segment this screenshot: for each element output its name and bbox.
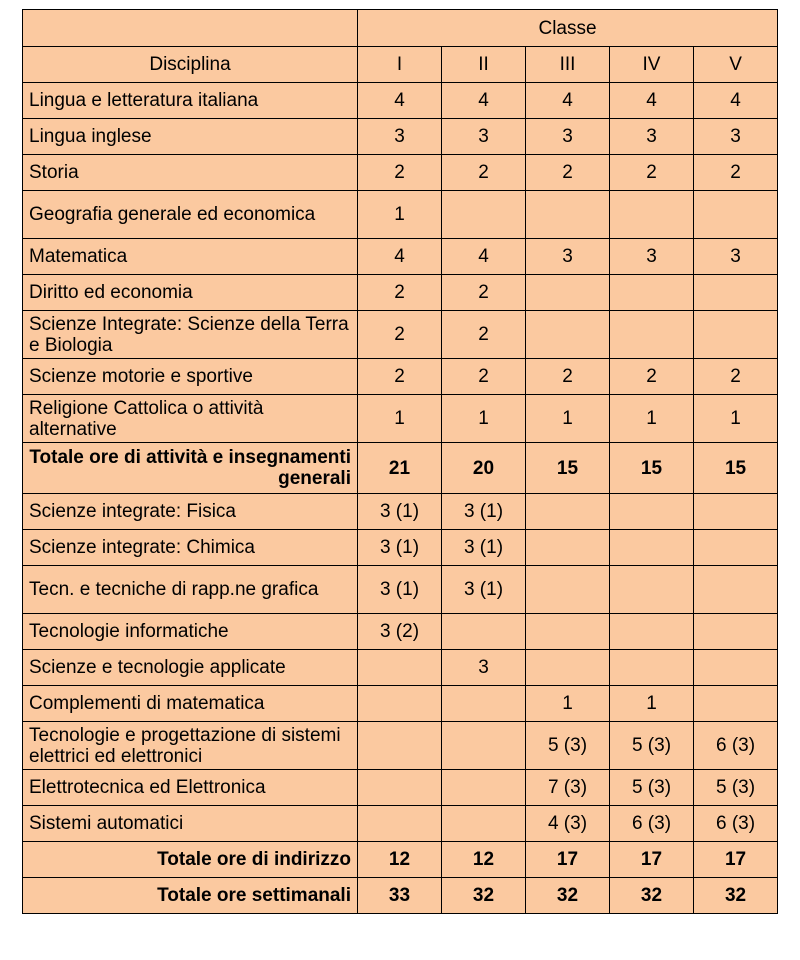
hours-cell-class-4	[610, 566, 694, 614]
hours-cell-class-4: 3	[610, 239, 694, 275]
subject-name: Lingua inglese	[23, 119, 358, 155]
hours-cell-class-3	[526, 494, 610, 530]
hours-cell-class-1: 3	[358, 119, 442, 155]
hours-cell-class-5: 4	[694, 83, 778, 119]
header-class-5: V	[694, 47, 778, 83]
subject-name: Religione Cattolica o attività alternative	[23, 395, 358, 443]
subject-name: Scienze integrate: Fisica	[23, 494, 358, 530]
hours-cell-class-2	[442, 614, 526, 650]
table-row	[23, 530, 778, 566]
subject-name: Scienze motorie e sportive	[23, 359, 358, 395]
hours-cell-class-3	[526, 275, 610, 311]
subject-name: Elettrotecnica ed Elettronica	[23, 770, 358, 806]
table-row	[23, 806, 778, 842]
table-row	[23, 722, 778, 770]
hours-cell-class-4: 1	[610, 686, 694, 722]
hours-cell-class-5	[694, 614, 778, 650]
hours-cell-class-5: 2	[694, 359, 778, 395]
hours-cell-class-3	[526, 191, 610, 239]
hours-cell-class-1: 4	[358, 83, 442, 119]
hours-cell-class-2: 4	[442, 239, 526, 275]
subject-name: Tecn. e tecniche di rapp.ne grafica	[23, 566, 358, 614]
total-row	[23, 878, 778, 914]
header-row-classe	[23, 10, 778, 47]
table-row	[23, 239, 778, 275]
table-row	[23, 275, 778, 311]
header-row-classes	[23, 47, 778, 83]
hours-cell-class-2: 3 (1)	[442, 566, 526, 614]
hours-cell-class-3: 3	[526, 239, 610, 275]
hours-cell-class-2: 3	[442, 650, 526, 686]
hours-cell-class-3	[526, 530, 610, 566]
hours-cell-class-4: 1	[610, 395, 694, 443]
hours-cell-class-1: 2	[358, 275, 442, 311]
table-row	[23, 359, 778, 395]
hours-cell-class-1: 3 (1)	[358, 566, 442, 614]
hours-cell-class-1: 4	[358, 239, 442, 275]
hours-cell-class-2	[442, 806, 526, 842]
subject-name: Lingua e letteratura italiana	[23, 83, 358, 119]
subject-name: Tecnologie e progettazione di sistemi elettrici ed elettronici	[23, 722, 358, 770]
table-row	[23, 566, 778, 614]
hours-cell-class-3: 2	[526, 359, 610, 395]
hours-cell-class-3: 7 (3)	[526, 770, 610, 806]
hours-cell-class-3: 1	[526, 686, 610, 722]
hours-cell-class-2: 3 (1)	[442, 530, 526, 566]
hours-cell-class-1: 12	[358, 842, 442, 878]
hours-cell-class-1	[358, 686, 442, 722]
header-corner-cell	[23, 10, 358, 47]
hours-cell-class-5: 3	[694, 119, 778, 155]
subject-name: Storia	[23, 155, 358, 191]
hours-cell-class-3: 5 (3)	[526, 722, 610, 770]
hours-cell-class-3: 32	[526, 878, 610, 914]
total-label: Totale ore di attività e insegnamenti generali	[23, 443, 358, 494]
hours-cell-class-5	[694, 530, 778, 566]
hours-cell-class-2	[442, 722, 526, 770]
hours-cell-class-3	[526, 614, 610, 650]
hours-cell-class-3	[526, 650, 610, 686]
header-disciplina: Disciplina	[23, 47, 358, 83]
hours-cell-class-3: 15	[526, 443, 610, 494]
subject-name: Complementi di matematica	[23, 686, 358, 722]
hours-cell-class-5: 32	[694, 878, 778, 914]
header-class-4: IV	[610, 47, 694, 83]
subject-name: Scienze integrate: Chimica	[23, 530, 358, 566]
hours-cell-class-2: 20	[442, 443, 526, 494]
hours-cell-class-2: 2	[442, 359, 526, 395]
hours-cell-class-1: 3 (1)	[358, 530, 442, 566]
header-class-2: II	[442, 47, 526, 83]
hours-cell-class-1: 1	[358, 191, 442, 239]
hours-cell-class-2: 2	[442, 275, 526, 311]
hours-cell-class-2: 32	[442, 878, 526, 914]
hours-cell-class-3: 3	[526, 119, 610, 155]
hours-cell-class-5: 17	[694, 842, 778, 878]
table-row	[23, 155, 778, 191]
hours-cell-class-4: 5 (3)	[610, 722, 694, 770]
total-row	[23, 443, 778, 494]
header-class-3: III	[526, 47, 610, 83]
subject-name: Scienze Integrate: Scienze della Terra e Biologia	[23, 311, 358, 359]
hours-cell-class-1: 3 (2)	[358, 614, 442, 650]
hours-cell-class-5	[694, 650, 778, 686]
table-row	[23, 686, 778, 722]
hours-cell-class-5	[694, 191, 778, 239]
hours-cell-class-1: 3 (1)	[358, 494, 442, 530]
hours-cell-class-4: 4	[610, 83, 694, 119]
hours-cell-class-3	[526, 311, 610, 359]
table-row	[23, 191, 778, 239]
hours-cell-class-4: 32	[610, 878, 694, 914]
header-class-1: I	[358, 47, 442, 83]
hours-cell-class-2: 3 (1)	[442, 494, 526, 530]
hours-cell-class-2	[442, 686, 526, 722]
hours-cell-class-1	[358, 722, 442, 770]
total-label: Totale ore di indirizzo	[23, 842, 358, 878]
table-row	[23, 650, 778, 686]
hours-cell-class-5: 1	[694, 395, 778, 443]
hours-cell-class-3: 17	[526, 842, 610, 878]
hours-cell-class-1: 21	[358, 443, 442, 494]
hours-cell-class-3: 2	[526, 155, 610, 191]
hours-cell-class-4	[610, 614, 694, 650]
hours-cell-class-1: 1	[358, 395, 442, 443]
subject-name: Sistemi automatici	[23, 806, 358, 842]
hours-cell-class-3: 4 (3)	[526, 806, 610, 842]
hours-cell-class-4: 2	[610, 359, 694, 395]
table-row	[23, 395, 778, 443]
table-row	[23, 770, 778, 806]
hours-cell-class-1: 33	[358, 878, 442, 914]
hours-cell-class-5: 6 (3)	[694, 722, 778, 770]
hours-cell-class-5: 15	[694, 443, 778, 494]
hours-cell-class-4: 15	[610, 443, 694, 494]
hours-cell-class-4: 17	[610, 842, 694, 878]
subject-name: Scienze e tecnologie applicate	[23, 650, 358, 686]
hours-cell-class-1	[358, 806, 442, 842]
hours-cell-class-4	[610, 311, 694, 359]
hours-cell-class-5	[694, 566, 778, 614]
hours-cell-class-2: 2	[442, 155, 526, 191]
header-classe: Classe	[358, 10, 778, 47]
table-row	[23, 494, 778, 530]
hours-cell-class-5: 5 (3)	[694, 770, 778, 806]
hours-cell-class-5	[694, 686, 778, 722]
total-row	[23, 842, 778, 878]
table-row	[23, 614, 778, 650]
hours-cell-class-4	[610, 494, 694, 530]
hours-cell-class-3	[526, 566, 610, 614]
hours-cell-class-1: 2	[358, 155, 442, 191]
total-label: Totale ore settimanali	[23, 878, 358, 914]
hours-cell-class-2: 12	[442, 842, 526, 878]
hours-cell-class-5	[694, 311, 778, 359]
hours-cell-class-4	[610, 530, 694, 566]
hours-cell-class-1	[358, 650, 442, 686]
table-row	[23, 119, 778, 155]
hours-cell-class-2: 3	[442, 119, 526, 155]
hours-cell-class-4: 5 (3)	[610, 770, 694, 806]
hours-cell-class-4	[610, 275, 694, 311]
hours-cell-class-3: 1	[526, 395, 610, 443]
subject-name: Tecnologie informatiche	[23, 614, 358, 650]
hours-cell-class-1: 2	[358, 311, 442, 359]
hours-cell-class-2	[442, 770, 526, 806]
hours-table	[22, 9, 778, 914]
hours-cell-class-1: 2	[358, 359, 442, 395]
hours-cell-class-5	[694, 275, 778, 311]
hours-cell-class-5: 2	[694, 155, 778, 191]
hours-cell-class-1	[358, 770, 442, 806]
subject-name: Matematica	[23, 239, 358, 275]
hours-cell-class-4	[610, 650, 694, 686]
hours-cell-class-3: 4	[526, 83, 610, 119]
hours-cell-class-2	[442, 191, 526, 239]
hours-cell-class-4: 2	[610, 155, 694, 191]
subject-name: Geografia generale ed economica	[23, 191, 358, 239]
hours-cell-class-2: 4	[442, 83, 526, 119]
hours-cell-class-5: 3	[694, 239, 778, 275]
hours-cell-class-2: 1	[442, 395, 526, 443]
hours-cell-class-5: 6 (3)	[694, 806, 778, 842]
table-row	[23, 83, 778, 119]
subject-name: Diritto ed economia	[23, 275, 358, 311]
table-row	[23, 311, 778, 359]
hours-cell-class-2: 2	[442, 311, 526, 359]
hours-cell-class-4: 6 (3)	[610, 806, 694, 842]
hours-cell-class-4	[610, 191, 694, 239]
hours-cell-class-5	[694, 494, 778, 530]
hours-cell-class-4: 3	[610, 119, 694, 155]
